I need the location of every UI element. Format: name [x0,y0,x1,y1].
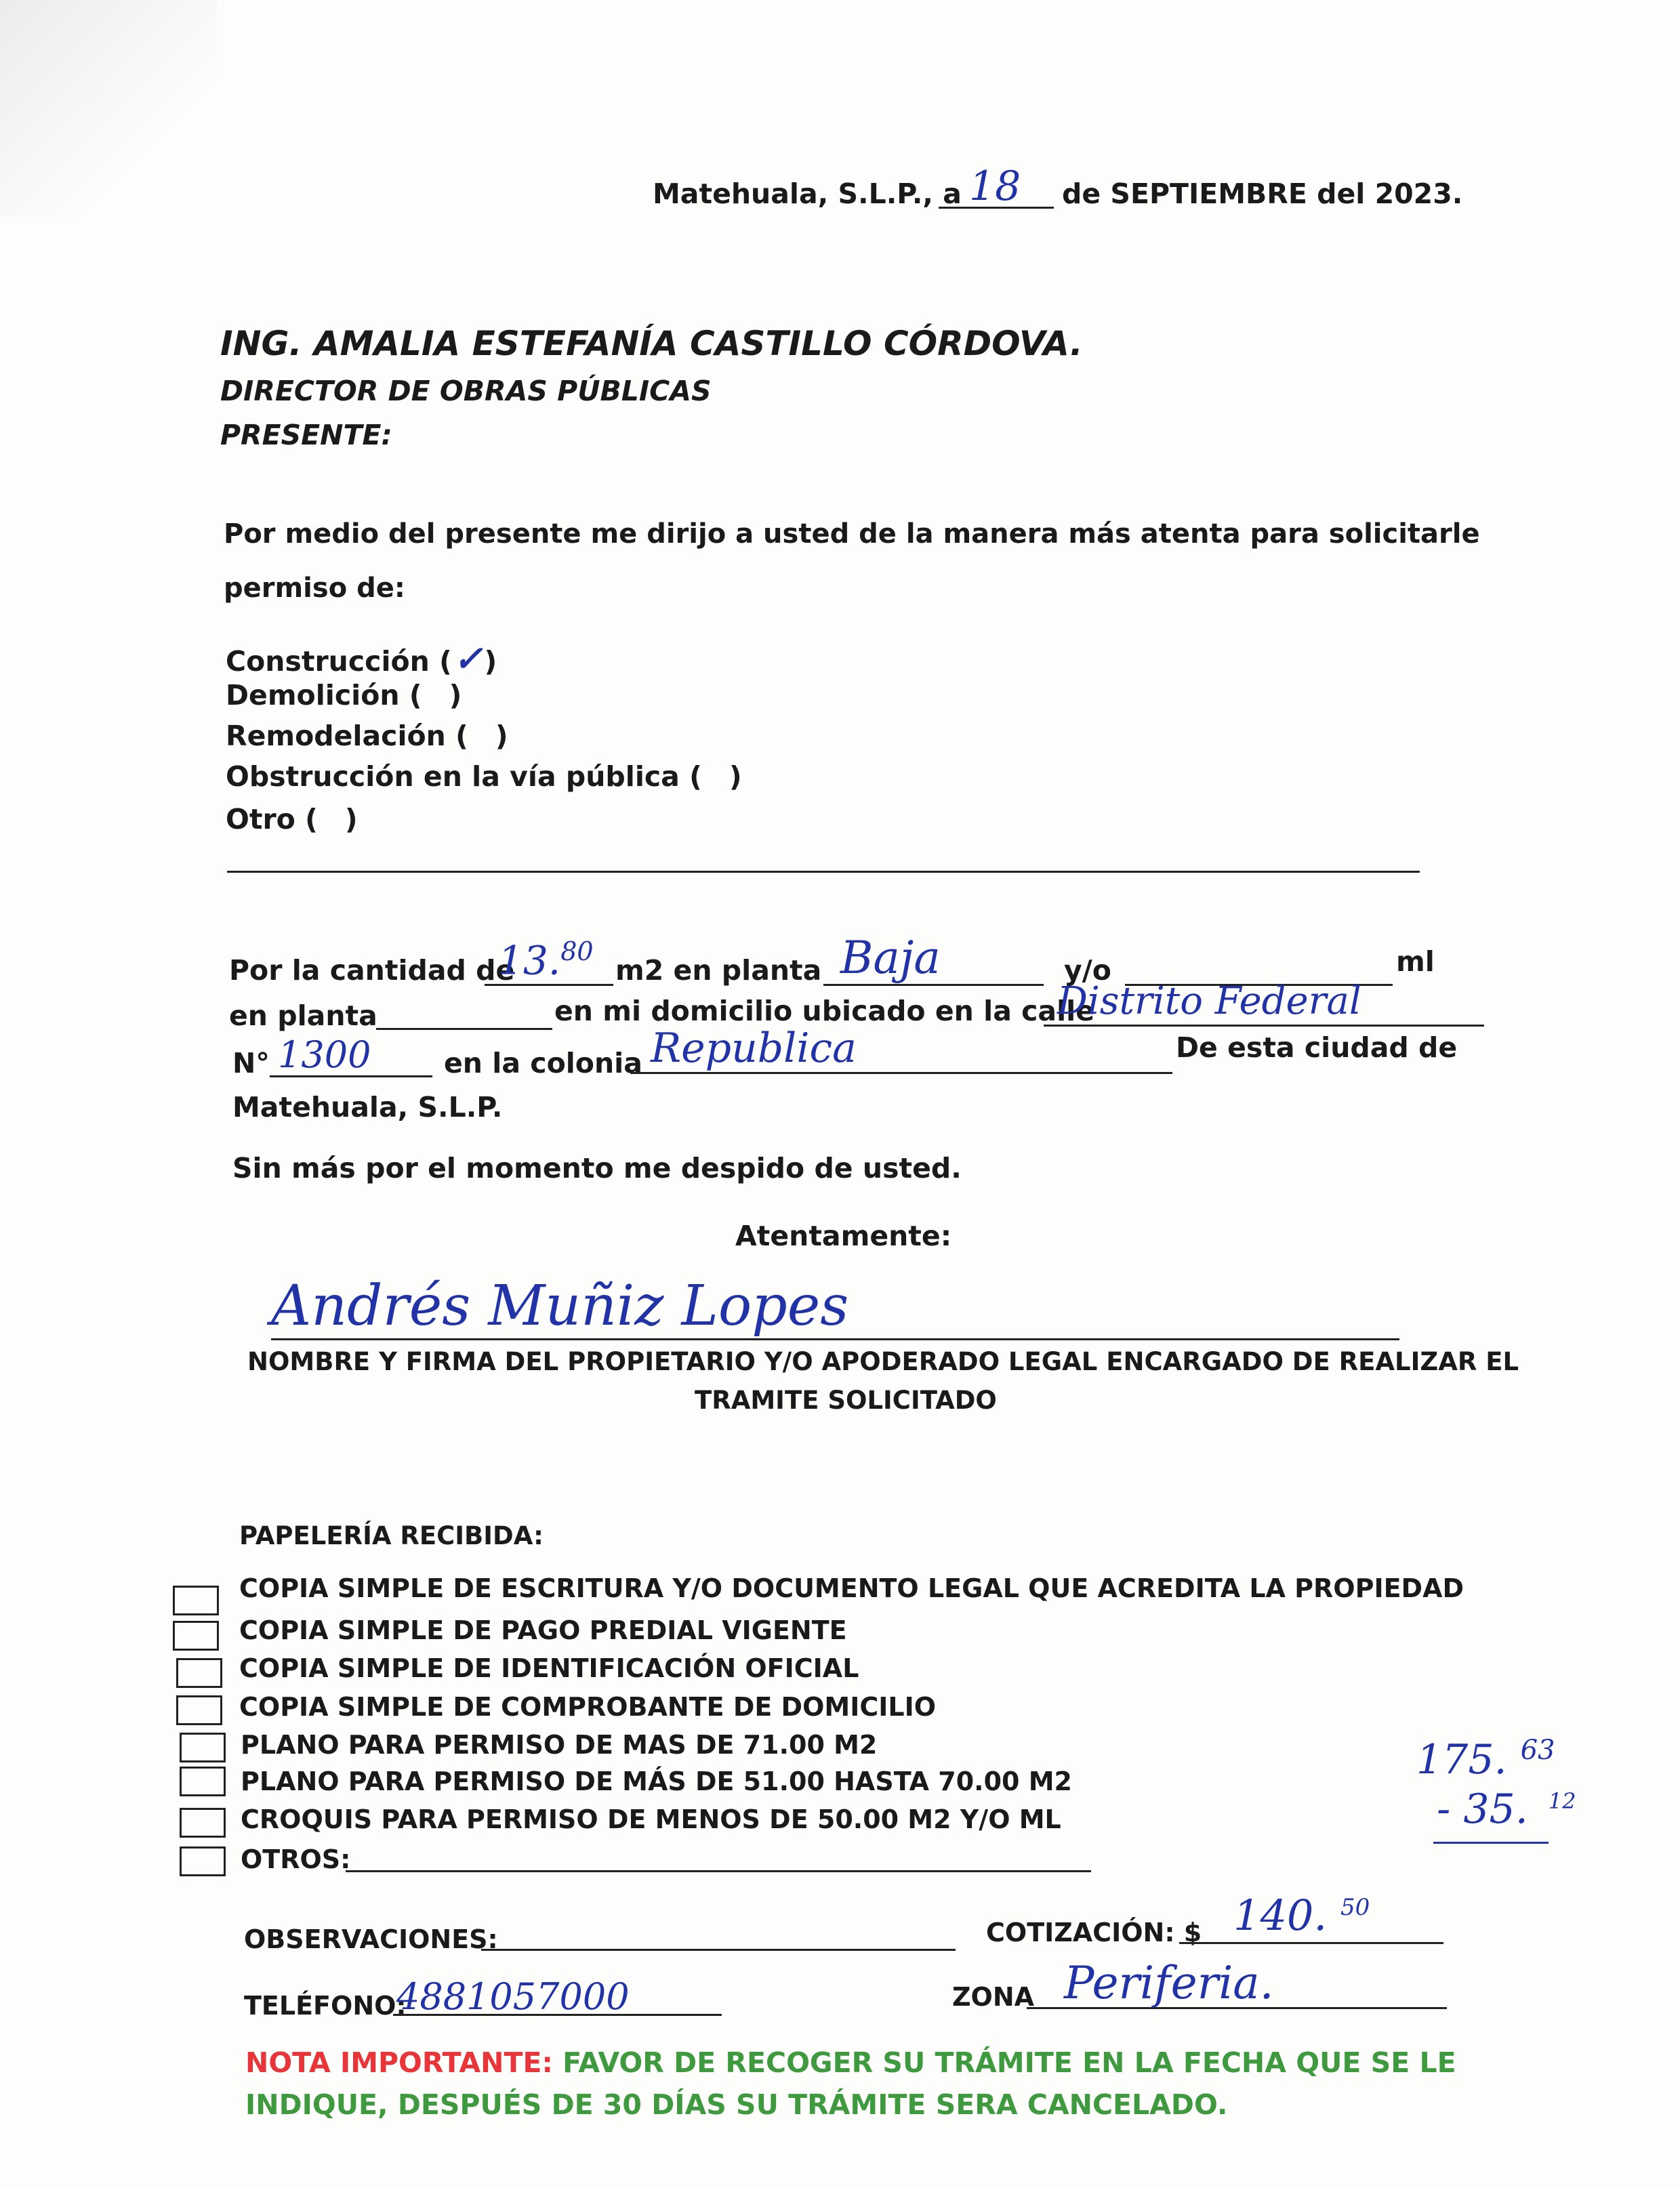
cotizacion-main: 140. [1233,1891,1328,1940]
permit-type-label: Construcción ( [226,645,452,678]
header-month-year: de SEPTIEMBRE del 2023. [1062,178,1463,210]
side-calc-2: - 35. [1437,1786,1528,1833]
quantity-amount-sup: 80 [560,936,594,966]
permit-type-close: ) [484,645,497,678]
permit-type-demolicion [226,679,462,711]
page-corner-shadow [0,0,217,217]
address-city: Matehuala, S.L.P. [232,1091,503,1123]
address-label-num: N° [232,1047,270,1079]
checkbox[interactable] [180,1846,226,1876]
papeleria-item: OTROS: [241,1844,351,1874]
cotizacion-line [1179,1942,1443,1944]
permit-type-label: Demolición ( [226,679,422,711]
addressee-name: ING. AMALIA ESTEFANÍA CASTILLO CÓRDOVA. [220,324,1083,363]
permit-type-close: ) [495,720,508,752]
observaciones-line [481,1949,956,1951]
papeleria-item: CROQUIS PARA PERMISO DE MENOS DE 50.00 M2 Y/O ML [241,1804,1061,1834]
otros-line [346,1870,1091,1872]
checkbox[interactable] [180,1808,226,1838]
show-through-text [1322,176,1593,1396]
checkbox[interactable] [180,1767,226,1796]
checkbox[interactable] [173,1621,219,1651]
signature-line [271,1338,1399,1340]
address-label-col: en la colonia [444,1047,642,1079]
side-calc-line-2 [1437,1786,1576,1833]
permit-type-close: ) [729,760,742,793]
side-calc-underline [1433,1842,1549,1844]
address-label-a: en planta [229,999,377,1032]
permit-type-label: Otro ( [226,803,318,835]
closing-farewell: Sin más por el momento me despido de usted. [232,1152,962,1184]
permit-type-label: Remodelación ( [226,720,468,752]
quantity-amount-main: 13. [498,937,561,984]
papeleria-item: PLANO PARA PERMISO DE MÁS DE 51.00 HASTA 70.00 M2 [241,1767,1072,1796]
side-calc-2-sup: 12 [1548,1788,1576,1814]
quantity-amount [498,936,594,983]
sign-caption-2: TRAMITE SOLICITADO [695,1386,997,1415]
quantity-label-c: y/o [1064,954,1111,987]
nota-text-1: FAVOR DE RECOGER SU TRÁMITE EN LA FECHA QUE SE LE [562,2046,1456,2079]
cotizacion-sup: 50 [1340,1894,1370,1922]
permit-type-remodelacion [226,720,508,752]
checkbox[interactable] [176,1658,222,1688]
closing-atentamente: Atentamente: [735,1220,952,1252]
planta2-line [376,1028,552,1030]
header-place: Matehuala, S.L.P., a [653,178,962,210]
papeleria-item: PLANO PARA PERMISO DE MAS DE 71.00 M2 [241,1730,878,1760]
day-value: 18 [969,163,1021,210]
permit-type-close: ) [449,679,462,711]
street-line [1044,1025,1484,1027]
colonia-value: Republica [651,1025,857,1072]
side-calc-line-1 [1416,1735,1555,1783]
checkbox[interactable] [180,1733,226,1762]
planta-value: Baja [840,932,941,984]
sign-caption-1: NOMBRE Y FIRMA DEL PROPIETARIO Y/O APODERADO LEGAL ENCARGADO DE REALIZAR EL [247,1347,1519,1376]
intro-line-1: Por medio del presente me dirijo a usted de la manera más atenta para solicitarle [224,518,1480,550]
planta-line [823,984,1044,986]
checkbox[interactable] [173,1586,219,1615]
papeleria-item: COPIA SIMPLE DE ESCRITURA Y/O DOCUMENTO LEGAL QUE ACREDITA LA PROPIEDAD [239,1573,1464,1603]
nota-label: NOTA IMPORTANTE: [245,2046,553,2079]
quantity-label-d: ml [1396,945,1435,978]
side-calc-1-sup: 63 [1520,1735,1555,1766]
street-value: Distrito Federal [1057,979,1361,1023]
quantity-label-a: Por la cantidad de [229,954,515,987]
zona-value: Periferia. [1064,1957,1274,2009]
intro-line-2: permiso de: [224,573,405,604]
nota-line-2: INDIQUE, DESPUÉS DE 30 DÍAS SU TRÁMITE SERA CANCELADO. [245,2088,1228,2121]
checkbox[interactable] [176,1695,222,1725]
cotizacion-label: COTIZACIÓN: $ [986,1918,1202,1947]
signature: Andrés Muñiz Lopes [271,1274,849,1338]
cotizacion-value [1233,1891,1370,1940]
zona-label: ZONA [952,1982,1035,2012]
permit-type-construccion [226,638,497,680]
permit-type-close: ) [344,803,358,835]
permit-type-otro [226,803,358,835]
check-mark: ✓ [453,638,483,680]
otro-line [227,871,1420,873]
telefono-label: TELÉFONO: [244,1991,407,2021]
addressee-presente: PRESENTE: [220,419,392,451]
colonia-line [630,1072,1172,1074]
quantity-line [485,984,613,986]
address-label-city: De esta ciudad de [1176,1031,1458,1064]
number-value: 1300 [278,1033,371,1076]
papeleria-item: COPIA SIMPLE DE PAGO PREDIAL VIGENTE [239,1615,847,1645]
papeleria-item: COPIA SIMPLE DE IDENTIFICACIÓN OFICIAL [239,1653,859,1683]
permit-type-obstruccion [226,760,742,793]
observaciones-label: OBSERVACIONES: [244,1924,498,1954]
permit-type-label: Obstrucción en la vía pública ( [226,760,702,793]
papeleria-item: COPIA SIMPLE DE COMPROBANTE DE DOMICILIO [239,1692,937,1722]
addressee-role: DIRECTOR DE OBRAS PÚBLICAS [220,375,712,407]
nota-line-1 [245,2046,1456,2079]
papeleria-title: PAPELERÍA RECIBIDA: [239,1521,544,1550]
side-calc-1: 175. [1416,1736,1507,1783]
quantity-label-b: m2 en planta [615,954,822,987]
address-label-b: en mi domicilio ubicado en la calle [554,995,1095,1027]
telefono-value: 4881057000 [396,1975,630,2018]
